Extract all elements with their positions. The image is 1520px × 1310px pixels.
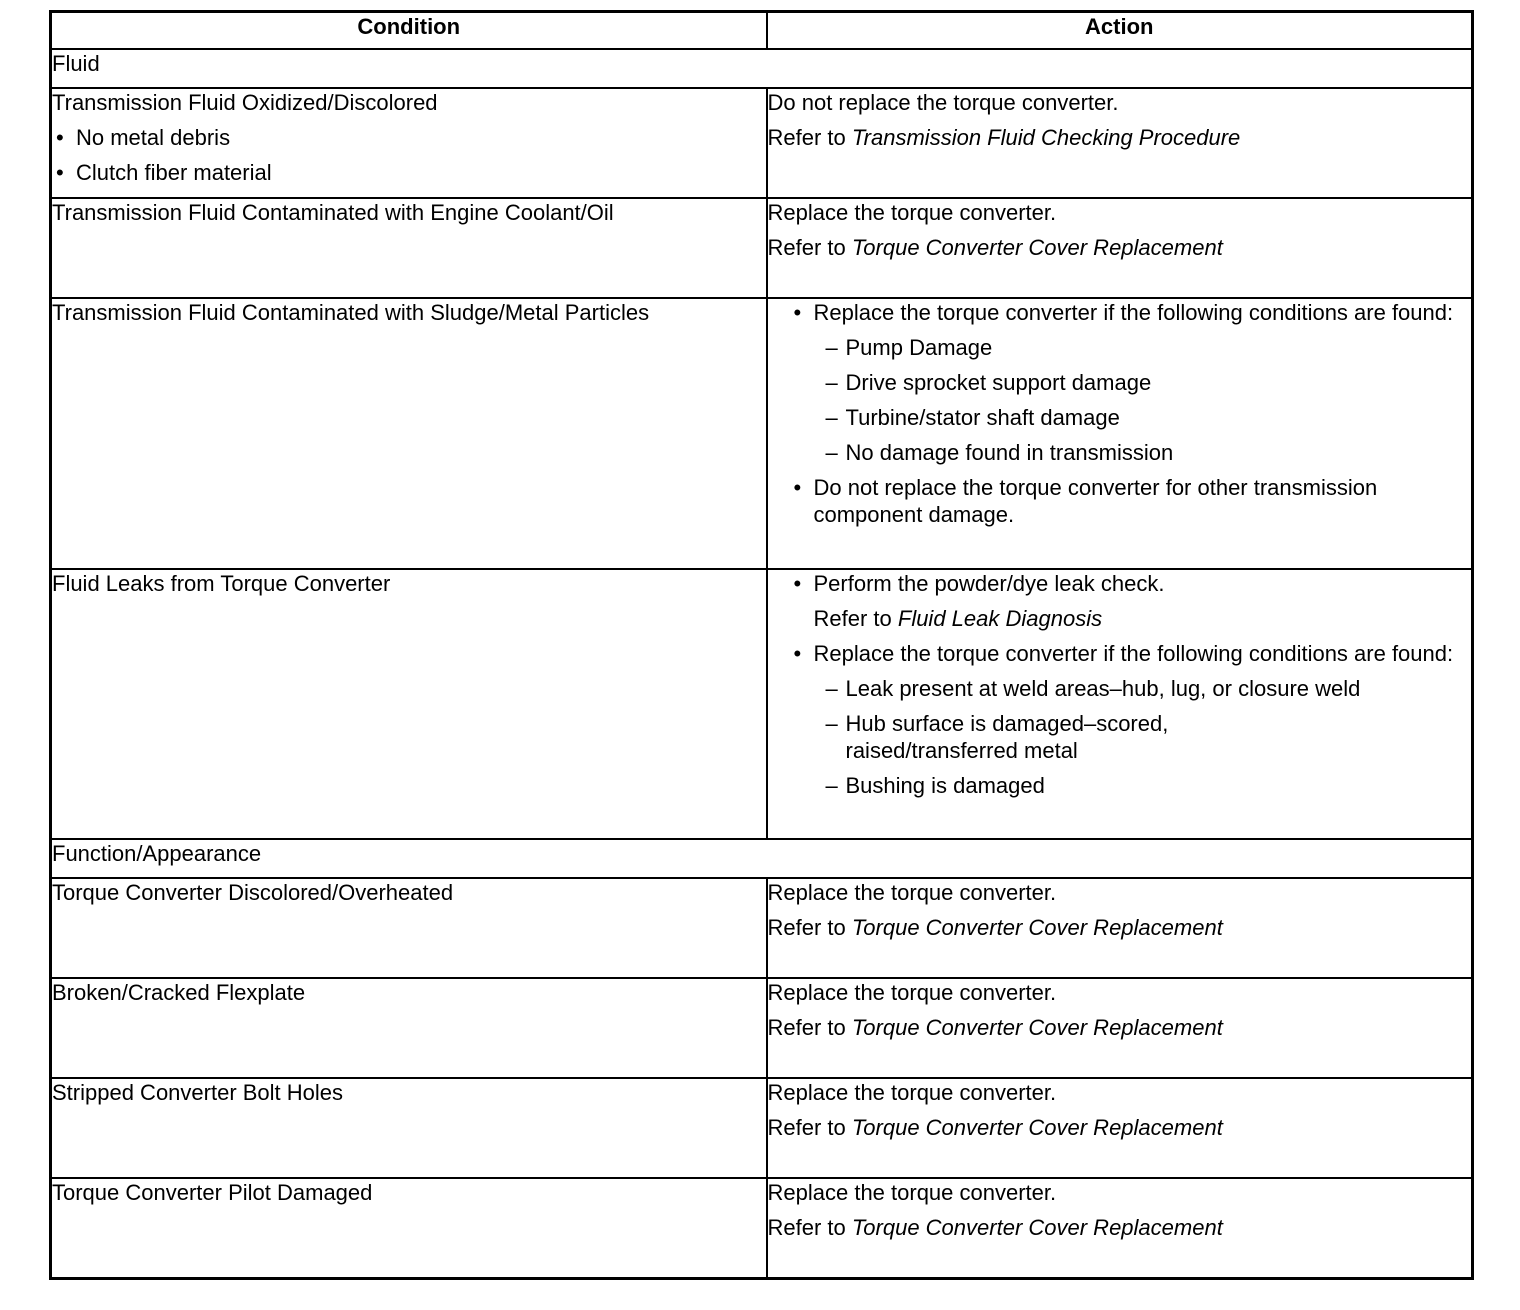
refer-prefix: Refer to [813, 606, 898, 631]
action-bullet: • Perform the powder/dye leak check. [768, 570, 1472, 597]
section-row [51, 839, 1473, 878]
action-text: Replace the torque converter. [767, 1180, 1057, 1205]
table-row [51, 1078, 1473, 1178]
table-row [51, 878, 1473, 978]
refer-prefix: Refer to [767, 1215, 852, 1240]
procedure-reference: Torque Converter Cover Replacement [851, 1015, 1223, 1040]
section-title-fluid: Fluid [51, 49, 1473, 88]
action-text: Replace the torque converter. [767, 1080, 1057, 1105]
action-cell [767, 878, 1473, 978]
table-row [51, 298, 1473, 569]
action-dash-item: – Pump Damage [768, 334, 1472, 361]
refer-prefix: Refer to [767, 1015, 852, 1040]
table-row [51, 569, 1473, 839]
condition-text: Transmission Fluid Contaminated with Engine Coolant/Oil [52, 200, 614, 225]
condition-text: Transmission Fluid Contaminated with Sludge/Metal Particles [52, 300, 650, 325]
action-cell [767, 569, 1473, 839]
condition-cell [51, 198, 767, 298]
action-text: Replace the torque converter. [767, 200, 1057, 225]
action-dash-item: – No damage found in transmission [768, 439, 1472, 466]
action-dash-item: – Leak present at weld areas–hub, lug, or closure weld [768, 675, 1472, 702]
procedure-reference: Torque Converter Cover Replacement [851, 235, 1223, 260]
condition-bullet: • No metal debris [52, 124, 766, 151]
condition-cell [51, 878, 767, 978]
procedure-reference: Torque Converter Cover Replacement [851, 915, 1223, 940]
condition-cell [51, 569, 767, 839]
action-dash-item: – Turbine/stator shaft damage [768, 404, 1472, 431]
condition-cell [51, 88, 767, 198]
table-row [51, 1178, 1473, 1279]
action-bullet: • Do not replace the torque converter for other transmission component damage. [768, 474, 1472, 528]
procedure-reference: Transmission Fluid Checking Procedure [851, 125, 1241, 150]
condition-cell [51, 978, 767, 1078]
action-text: Do not replace the torque converter. [767, 90, 1119, 115]
condition-text: Broken/Cracked Flexplate [52, 980, 306, 1005]
table-row [51, 978, 1473, 1078]
condition-bullet: • Clutch fiber material [52, 159, 766, 186]
refer-line [768, 1214, 1472, 1241]
condition-cell [51, 1178, 767, 1279]
condition-column-header: Condition [51, 12, 767, 50]
action-cell [767, 1178, 1473, 1279]
refer-prefix: Refer to [767, 235, 852, 260]
action-column-header: Action [767, 12, 1473, 50]
condition-text: Torque Converter Discolored/Overheated [52, 880, 454, 905]
refer-prefix: Refer to [767, 125, 852, 150]
section-row [51, 49, 1473, 88]
diagnosis-table [49, 10, 1474, 1280]
refer-line [768, 605, 1472, 632]
refer-line [768, 1114, 1472, 1141]
refer-line [768, 914, 1472, 941]
procedure-reference: Torque Converter Cover Replacement [851, 1215, 1223, 1240]
condition-cell [51, 298, 767, 569]
refer-line [768, 234, 1472, 261]
action-bullet: • Replace the torque converter if the following conditions are found: [768, 299, 1472, 326]
action-cell [767, 298, 1473, 569]
refer-prefix: Refer to [767, 1115, 852, 1140]
refer-line [768, 124, 1472, 151]
condition-text: Fluid Leaks from Torque Converter [52, 571, 391, 596]
table-row [51, 198, 1473, 298]
action-cell [767, 88, 1473, 198]
action-dash-item: – Hub surface is damaged–scored, raised/transferred metal [768, 710, 1226, 764]
section-title-function: Function/Appearance [51, 839, 1473, 878]
action-cell [767, 978, 1473, 1078]
action-dash-item: – Bushing is damaged [768, 772, 1472, 799]
refer-line [768, 1014, 1472, 1041]
condition-cell [51, 1078, 767, 1178]
action-text: Replace the torque converter. [767, 880, 1057, 905]
table-header-row [51, 12, 1473, 50]
condition-text: Torque Converter Pilot Damaged [52, 1180, 373, 1205]
procedure-reference: Fluid Leak Diagnosis [897, 606, 1103, 631]
action-dash-item: – Drive sprocket support damage [768, 369, 1472, 396]
action-bullet: • Replace the torque converter if the following conditions are found: [768, 640, 1472, 667]
refer-prefix: Refer to [767, 915, 852, 940]
condition-text: Stripped Converter Bolt Holes [52, 1080, 344, 1105]
table-row [51, 88, 1473, 198]
action-cell [767, 198, 1473, 298]
procedure-reference: Torque Converter Cover Replacement [851, 1115, 1223, 1140]
action-cell [767, 1078, 1473, 1178]
action-text: Replace the torque converter. [767, 980, 1057, 1005]
condition-text: Transmission Fluid Oxidized/Discolored [52, 90, 438, 115]
